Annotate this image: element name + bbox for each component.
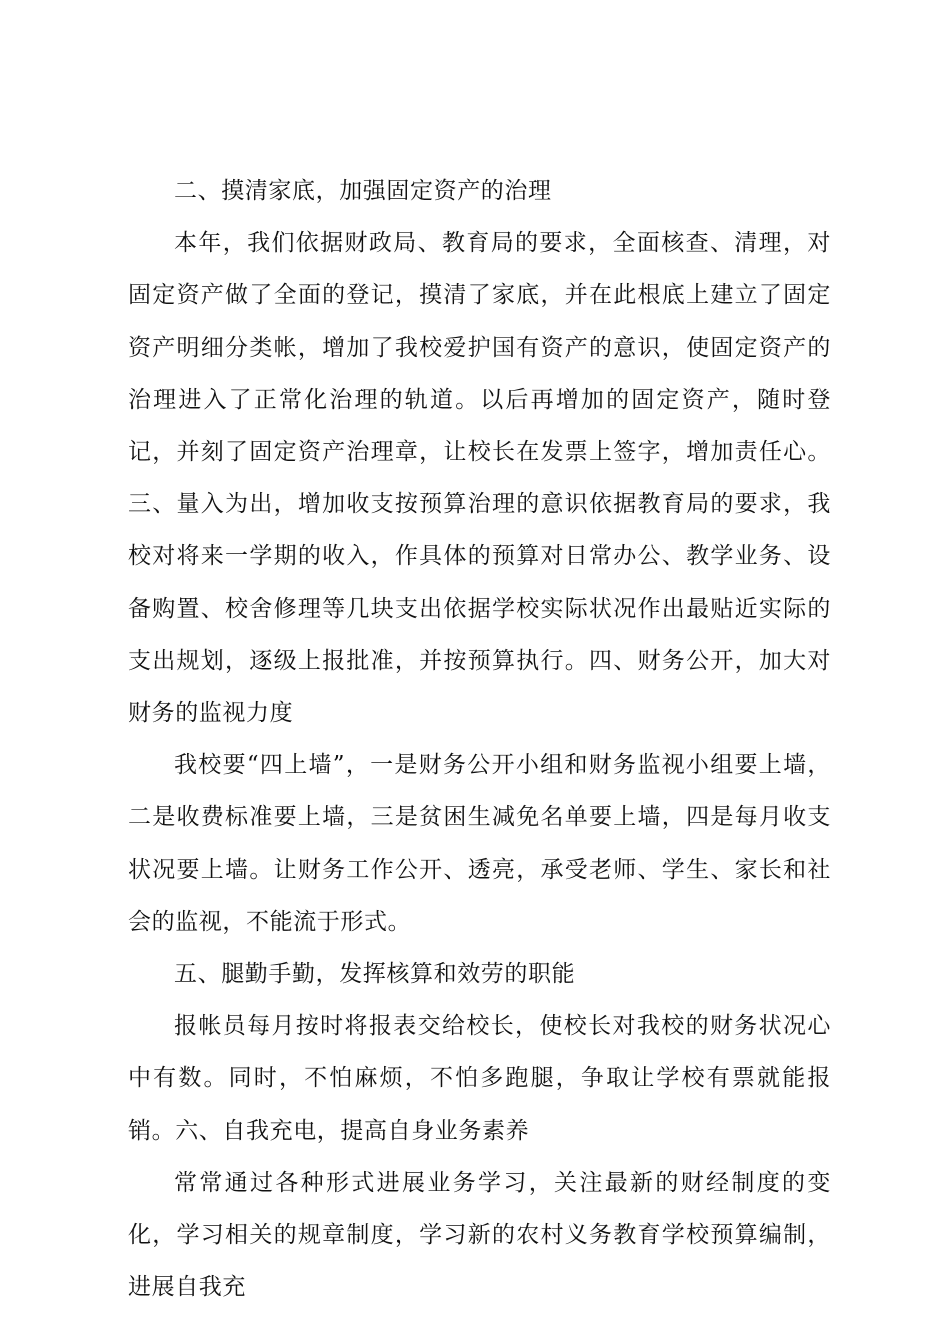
paragraph-fixed-assets: 本年，我们依据财政局、教育局的要求，全面核查、清理，对固定资产做了全面的登记，摸清了家底，并在此根底上建立了固定资产明细分类帐，增加了我校爱护国有资产的意识，使固定资产的治理进入了正常化治理的轨道。以后再增加的固定资产，随时登记，并刻了固定资产治理章，让校长在发票上签字，增加责任心。三、量入为出，增加收支按预算治理的意识依据教育局的要求，我校对将来一学期的收入，作具体的预算对日常办公、教学业务、设备购置、校舍修理等几块支出依据学校实际状况作出最贴近实际的支出规划，逐级上报批准，并按预算执行。四、财务公开，加大对财务的监视力度: [128, 230, 831, 727]
paragraph-four-on-wall: 我校要“四上墙”，一是财务公开小组和财务监视小组要上墙，二是收费标准要上墙，三是贫困生减免名单要上墙，四是每月收支状况要上墙。让财务工作公开、透亮，承受老师、学生、家长和社会的监视，不能流于形式。: [128, 752, 831, 935]
section-heading-fixed-assets: 二、摸清家底，加强固定资产的治理: [174, 178, 552, 204]
paragraph-self-study: 常常通过各种形式进展业务学习，关注最新的财经制度的变化，学习相关的规章制度，学习新的农村义务教育学校预算编制，进展自我充: [128, 1169, 831, 1301]
section-heading-accounting-service: 五、腿勤手勤，发挥核算和效劳的职能: [174, 961, 576, 988]
document-body: [128, 165, 831, 1313]
paragraph-reporting: 报帐员每月按时将报表交给校长，使校长对我校的财务状况心中有数。同时，不怕麻烦，不怕多跑腿，争取让学校有票就能报销。六、自我充电，提高自身业务素养: [128, 1013, 831, 1144]
